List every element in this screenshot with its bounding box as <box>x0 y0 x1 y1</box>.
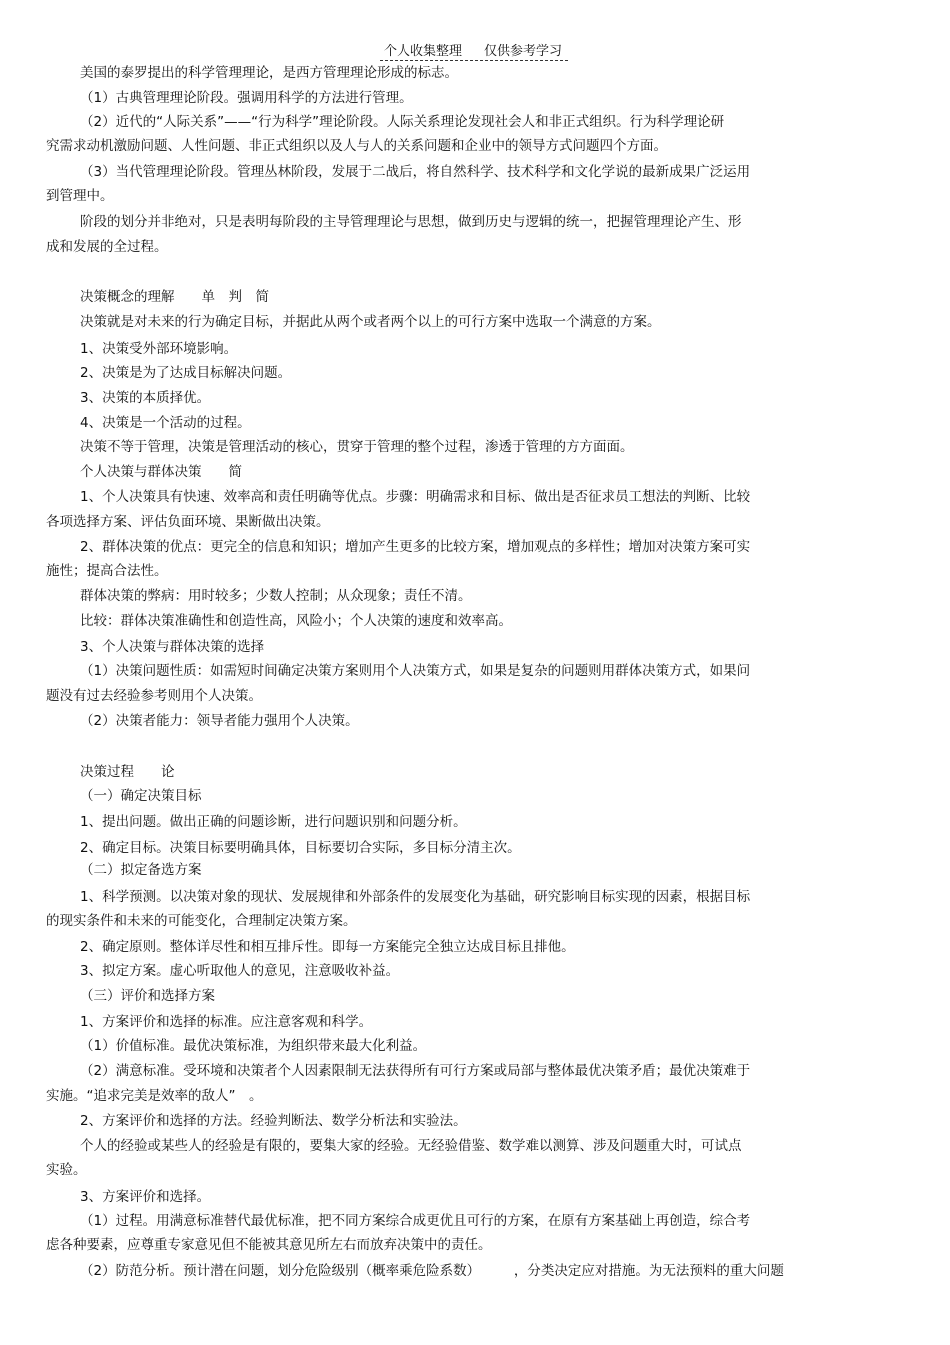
text-line: 2、确定目标。决策目标要明确具体，目标要切合实际，多目标分清主次。 <box>80 840 521 856</box>
text-line: 2、确定原则。整体详尽性和相互排斥性。即每一方案能完全独立达成目标且排他。 <box>80 939 575 955</box>
text-line: 1、决策受外部环境影响。 <box>80 341 238 357</box>
header-right-text: 仅供参考学习 <box>484 44 563 59</box>
text-line: 施性；提高合法性。 <box>46 563 168 579</box>
text-line: 题没有过去经验参考则用个人决策。 <box>46 688 262 704</box>
text-line: 2、决策是为了达成目标解决问题。 <box>80 365 292 381</box>
text-line: 1、科学预测。以决策对象的现状、发展规律和外部条件的发展变化为基础，研究影响目标实现的因素，根据目标 <box>80 889 751 905</box>
section-heading: 个人决策与群体决策 简 <box>80 464 242 480</box>
text-line: 的现实条件和未来的可能变化，合理制定决策方案。 <box>46 913 357 929</box>
text-line: 究需求动机激励问题、人性问题、非正式组织以及人与人的关系问题和企业中的领导方式问题四个方面。 <box>46 138 667 154</box>
text-line: 到管理中。 <box>46 188 114 204</box>
text-line: （1）价值标准。最优决策标准，为组织带来最大化利益。 <box>80 1038 427 1054</box>
text-line: 决策就是对未来的行为确定目标，并据此从两个或者两个以上的可行方案中选取一个满意的方案。 <box>80 314 661 330</box>
text-line: （3）当代管理理论阶段。管理丛林阶段，发展于二战后，将自然科学、技术科学和文化学说的最新成果广泛运用 <box>80 164 751 180</box>
section-heading: 决策概念的理解 单 判 简 <box>80 289 269 305</box>
text-line: （2）防范分析。预计潜在问题，划分危险级别（概率乘危险系数） ，分类决定应对措施。为无法预料的重大问题 <box>80 1263 784 1279</box>
header-left-text: 个人收集整理 <box>384 44 463 59</box>
text-line: 美国的泰罗提出的科学管理理论，是西方管理理论形成的标志。 <box>80 65 458 81</box>
text-line: （1）过程。用满意标准替代最优标准，把不同方案综合成更优且可行的方案，在原有方案基础上再创造，综合考 <box>80 1213 751 1229</box>
text-line: 2、群体决策的优点：更完全的信息和知识；增加产生更多的比较方案，增加观点的多样性；增加对决策方案可实 <box>80 539 751 555</box>
section-heading: 决策过程 论 <box>80 764 175 780</box>
text-line: 群体决策的弊病：用时较多；少数人控制；从众现象；责任不清。 <box>80 588 472 604</box>
text-line: 虑各种要素，应尊重专家意见但不能被其意见所左右而放弃决策中的责任。 <box>46 1237 492 1253</box>
text-line: 比较：群体决策准确性和创造性高，风险小；个人决策的速度和效率高。 <box>80 613 512 629</box>
text-line: （二）拟定备选方案 <box>80 862 202 878</box>
text-line: （2）决策者能力：领导者能力强用个人决策。 <box>80 713 359 729</box>
text-line: 4、决策是一个活动的过程。 <box>80 415 251 431</box>
text-line: 3、拟定方案。虚心听取他人的意见，注意吸收补益。 <box>80 963 400 979</box>
text-line: 1、个人决策具有快速、效率高和责任明确等优点。步骤：明确需求和目标、做出是否征求员工想法的判断、比较 <box>80 489 751 505</box>
text-line: 1、提出问题。做出正确的问题诊断，进行问题识别和问题分析。 <box>80 814 467 830</box>
text-line: （1）决策问题性质：如需短时间确定决策方案则用个人决策方式，如果是复杂的问题则用群体决策方式，如果问 <box>80 663 751 679</box>
text-line: （一）确定决策目标 <box>80 788 202 804</box>
text-line: （2）满意标准。受环境和决策者个人因素限制无法获得所有可行方案或局部与整体最优决策矛盾；最优决策难于 <box>80 1063 751 1079</box>
text-line: （1）古典管理理论阶段。强调用科学的方法进行管理。 <box>80 90 413 106</box>
page-header <box>380 40 568 61</box>
text-line: 阶段的划分并非绝对，只是表明每阶段的主导管理理论与思想，做到历史与逻辑的统一，把握管理理论产生、形 <box>80 214 742 230</box>
text-line: 3、方案评价和选择。 <box>80 1189 211 1205</box>
text-line: 各项选择方案、评估负面环境、果断做出决策。 <box>46 514 330 530</box>
text-line: （2）近代的“人际关系”——“行为科学”理论阶段。人际关系理论发现社会人和非正式组织。行为科学理论研 <box>80 114 725 130</box>
text-line: 决策不等于管理，决策是管理活动的核心，贯穿于管理的整个过程，渗透于管理的方方面面。 <box>80 439 634 455</box>
text-line: 3、个人决策与群体决策的选择 <box>80 639 265 655</box>
text-line: 3、决策的本质择优。 <box>80 390 211 406</box>
text-line: 成和发展的全过程。 <box>46 239 168 255</box>
text-line: 实施。“追求完美是效率的敌人” 。 <box>46 1088 263 1104</box>
text-line: 实验。 <box>46 1162 87 1178</box>
text-line: （三）评价和选择方案 <box>80 988 215 1004</box>
text-line: 1、方案评价和选择的标准。应注意客观和科学。 <box>80 1014 373 1030</box>
text-line: 2、方案评价和选择的方法。经验判断法、数学分析法和实验法。 <box>80 1113 467 1129</box>
text-line: 个人的经验或某些人的经验是有限的，要集大家的经验。无经验借鉴、数学难以测算、涉及问题重大时，可试点 <box>80 1138 742 1154</box>
